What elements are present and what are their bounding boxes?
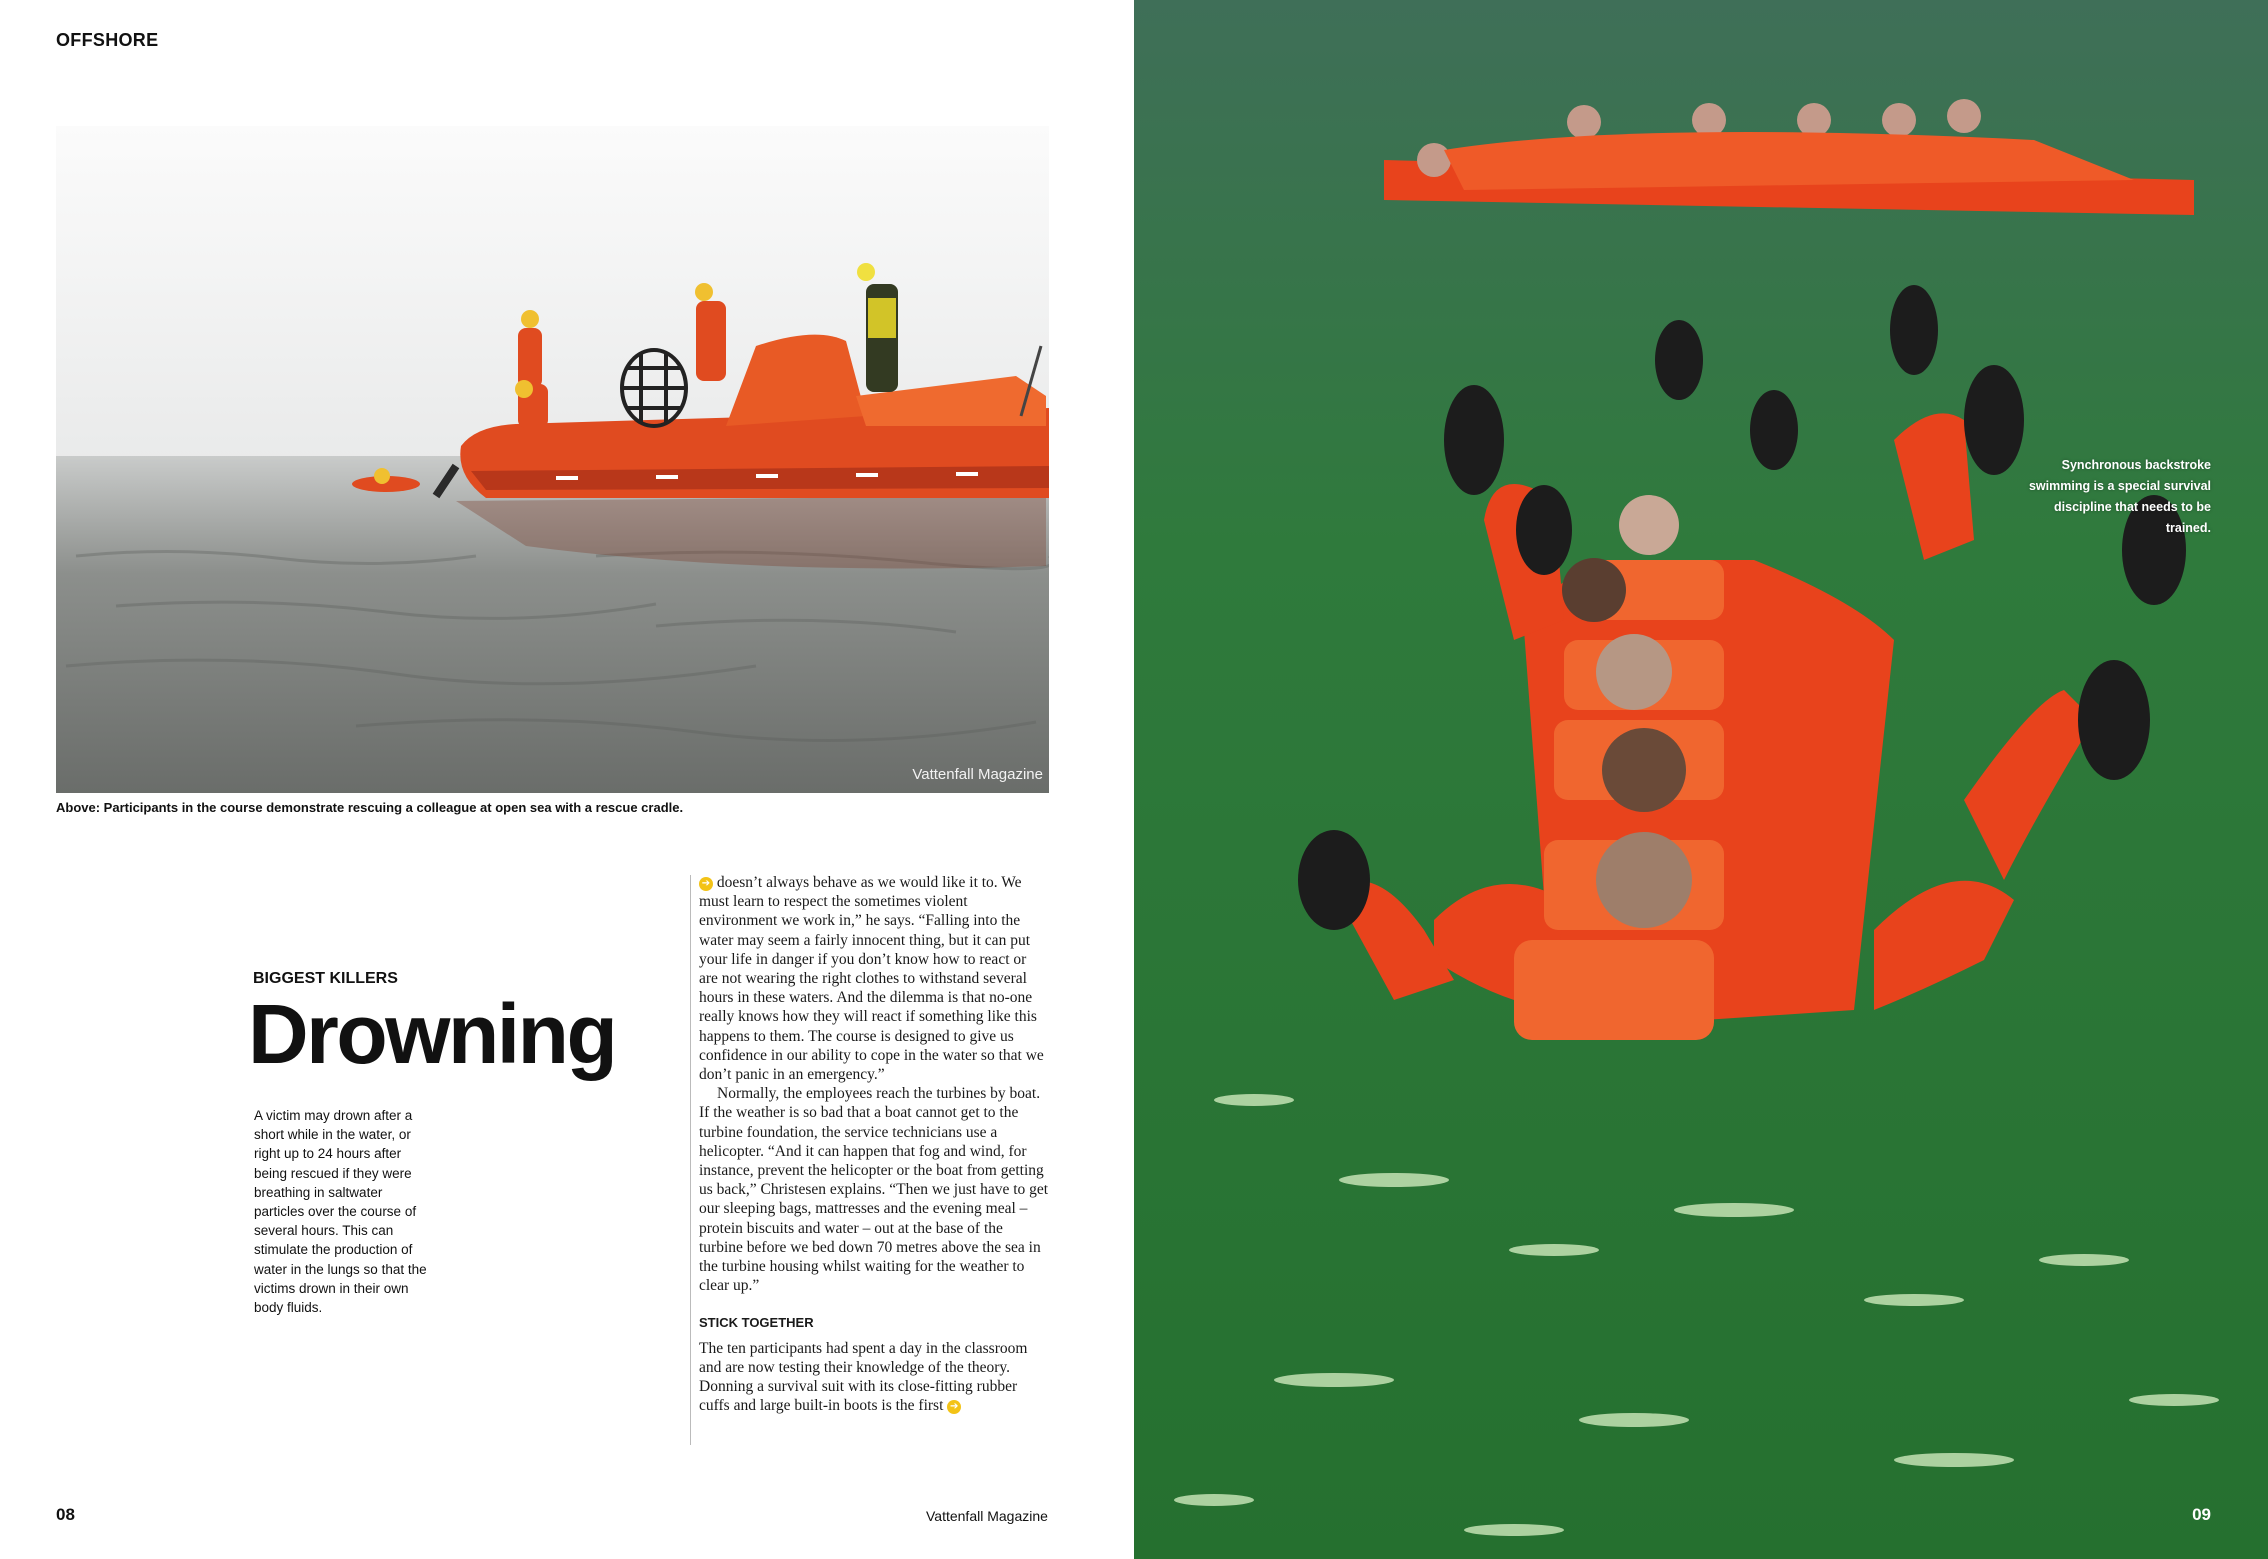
rescue-boat-illustration <box>56 126 1049 793</box>
article-body <box>699 873 1049 1415</box>
body-paragraph: Normally, the employees reach the turbines by boat. If the weather is so bad that a boat cannot get to the turbine foundation, the service technicians use a helicopter. “And it can happen that fog and wind, for instance, prevent the helicopter or the boat from getting us back,” Christesen explains. “Then we just have to get our sleeping bags, mattresses and the evening meal – protein biscuits and water – out at the base of the turbine before we bed down 70 metres above the sea in the turbine housing whilst waiting for the weather to clear up.” <box>699 1085 1049 1295</box>
body-paragraph <box>699 873 1049 1084</box>
rescue-boat-photo <box>56 126 1049 793</box>
right-page <box>1134 0 2268 1559</box>
sidebar-text: A victim may drown after a short while in the water, or right up to 24 hours after being rescued if they were breathing in saltwater particles over the course of several hours. This can stimulate the production of water in the lungs so that the victims drown in their own body fluids. <box>254 1108 427 1316</box>
survival-swimmers-illustration <box>1134 0 2268 1559</box>
article-headline: Drowning <box>248 987 616 1081</box>
body-paragraph <box>699 1339 1049 1416</box>
right-photo-caption: Synchronous backstroke swimming is a special survival discipline that needs to be trained. <box>2028 458 2211 535</box>
arrow-circle-icon: ➔ <box>699 877 713 891</box>
section-kicker: BIGGEST KILLERS <box>253 970 398 987</box>
photo-caption: Above: Participants in the course demonstrate rescuing a colleague at open sea with a rescue cradle. <box>56 800 684 815</box>
page-number-right: 09 <box>2192 1505 2211 1524</box>
footer-magazine-name: Vattenfall Magazine <box>926 1508 1048 1524</box>
page-number-left: 08 <box>56 1505 75 1524</box>
body-paragraph-1-text: doesn’t always behave as we would like it to. We must learn to respect the sometimes violent environment we work in,” he says. “Falling into the water may seem a fairly innocent thing, but it can put your life in danger if you don’t know how to react or are not wearing the right clothes to withstand several hours in these waters. And the dilemma is that no-one really knows how they will react if something like this happens to them. The course is designed to give us confidence in our ability to cope in the water so that we don’t panic in an emergency.” <box>699 874 1044 1084</box>
arrow-circle-icon: ➔ <box>947 1400 961 1414</box>
section-label: OFFSHORE <box>56 30 159 50</box>
column-rule <box>690 875 691 1445</box>
body-paragraph-3-text: The ten participants had spent a day in the classroom and are now testing their knowledge of the theory. Donning a survival suit with its close-fitting rubber cuffs and large built-in boots is the first <box>699 1339 1028 1415</box>
body-subhead: STICK TOGETHER <box>699 1315 814 1331</box>
photo-credit: Vattenfall Magazine <box>912 766 1043 783</box>
